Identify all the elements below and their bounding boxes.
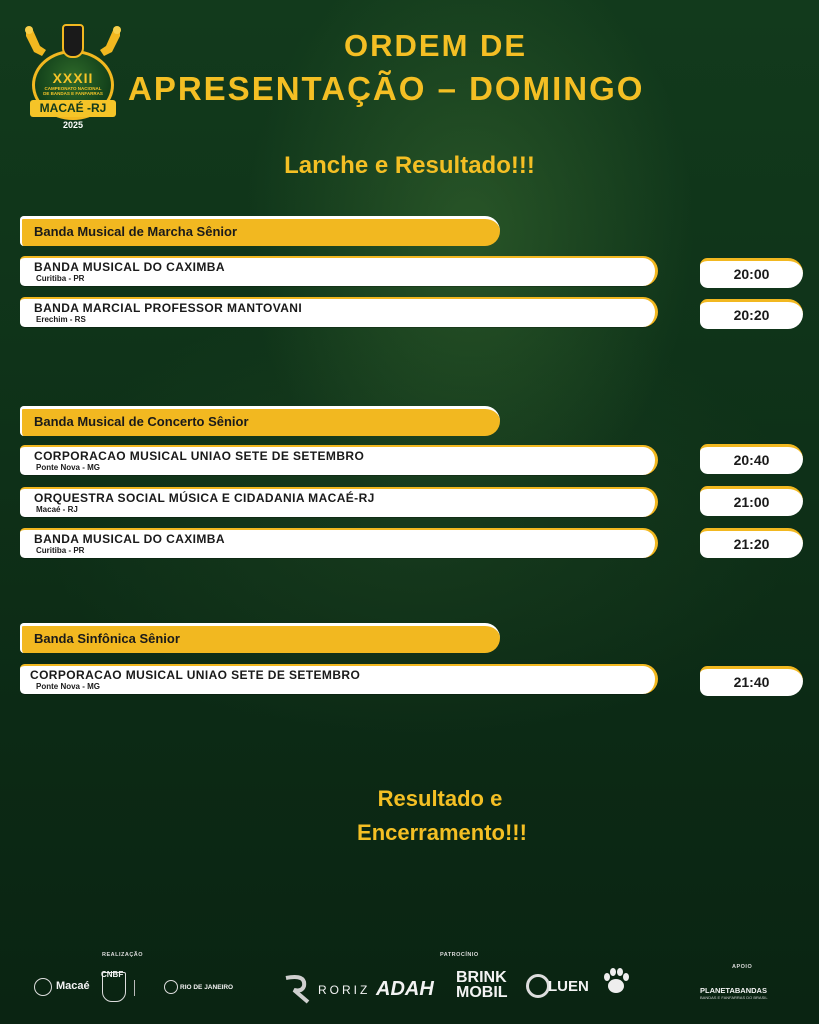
time-slot: 21:20: [700, 528, 803, 558]
crest-icon: [62, 24, 84, 58]
category-header: Banda Sinfônica Sênior: [20, 623, 500, 653]
realizacao-label: REALIZAÇÃO: [102, 952, 144, 958]
luen-mark-icon: [526, 974, 550, 998]
band-city: Erechim - RS: [36, 315, 86, 324]
roriz-mark-icon: [282, 974, 314, 1004]
logo-city: MACAÉ -RJ: [30, 100, 116, 117]
apoio-planetabandas: PLANETABANDAS: [700, 986, 767, 995]
band-city: Curitiba - PR: [36, 274, 85, 283]
trumpet-left-icon: [22, 26, 48, 58]
closing-line2: Encerramento!!!: [357, 820, 527, 845]
event-logo: [18, 20, 128, 130]
page-title-line1: ORDEM DE: [344, 28, 528, 63]
band-city: Ponte Nova - MG: [36, 682, 101, 691]
band-row: [20, 297, 658, 327]
realizacao-rj: RIO DE JANEIRO: [180, 984, 234, 991]
rj-seal-icon: [164, 980, 178, 994]
government-mark-icon: [134, 980, 160, 996]
band-name: BANDA MUSICAL DO CAXIMBA: [34, 532, 225, 546]
logo-event-name: CAMPEONATO NACIONAL DE BANDAS E FANFARRAS: [43, 86, 103, 96]
time-slot: 20:20: [700, 299, 803, 329]
page-title-line2: APRESENTAÇÃO – DOMINGO: [128, 70, 645, 107]
logo-edition: XXXII: [52, 70, 94, 86]
time-slot: 20:40: [700, 444, 803, 474]
band-row: [20, 528, 658, 558]
band-name: BANDA MUSICAL DO CAXIMBA: [34, 260, 225, 274]
time-slot: 21:40: [700, 666, 803, 696]
band-city: Macaé - RJ: [36, 505, 78, 514]
trumpet-right-icon: [98, 26, 124, 58]
category-header: Banda Musical de Concerto Sênior: [20, 406, 500, 436]
paw-icon: [602, 966, 630, 998]
page-subtitle: Lanche e Resultado!!!: [284, 152, 535, 179]
band-city: Curitiba - PR: [36, 546, 85, 555]
sponsor-roriz: RORIZ: [318, 983, 371, 997]
band-name: BANDA MARCIAL PROFESSOR MANTOVANI: [34, 301, 303, 315]
sponsor-adah: ADAH: [376, 978, 434, 1000]
macae-seal-icon: [34, 978, 52, 996]
sponsor-luen: LUEN: [548, 978, 589, 995]
band-name: ORQUESTRA SOCIAL MÚSICA E CIDADANIA MACAÉ-RJ: [34, 491, 375, 505]
sponsor-brink-mobil: BRINK MOBIL: [456, 969, 508, 1001]
patrocinio-label: PATROCÍNIO: [440, 952, 479, 958]
closing-line1: Resultado e: [377, 786, 503, 811]
realizacao-cnbf: CNBF: [101, 970, 124, 979]
realizacao-macae: Macaé: [56, 980, 90, 992]
band-row: [20, 664, 658, 694]
apoio-planetabandas-tagline: BANDAS E FANFARRAS DO BRASIL: [700, 995, 768, 1000]
band-name: CORPORACAO MUSICAL UNIAO SETE DE SETEMBRO: [30, 668, 361, 682]
logo-year: 2025: [62, 120, 84, 130]
band-city: Ponte Nova - MG: [36, 463, 101, 472]
apoio-label: APOIO: [732, 964, 753, 970]
band-row: [20, 256, 658, 286]
band-name: CORPORACAO MUSICAL UNIAO SETE DE SETEMBRO: [34, 449, 365, 463]
time-slot: 20:00: [700, 258, 803, 288]
band-row: [20, 487, 658, 517]
band-row: [20, 445, 658, 475]
category-header: Banda Musical de Marcha Sênior: [20, 216, 500, 246]
time-slot: 21:00: [700, 486, 803, 516]
